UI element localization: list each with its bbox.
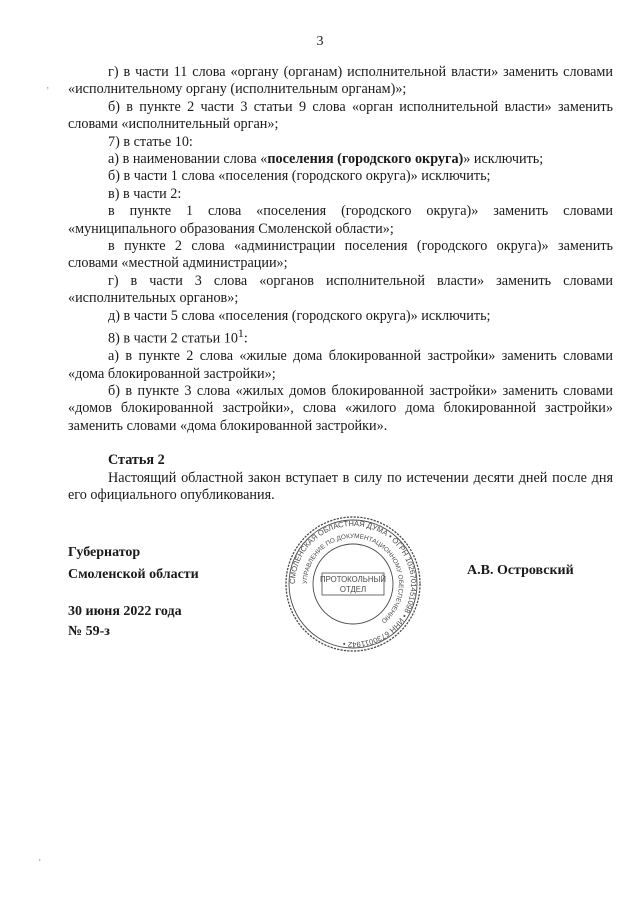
document-body — [68, 64, 613, 504]
paragraph — [68, 151, 613, 168]
signing-date: 30 июня 2022 года — [68, 604, 182, 619]
signatory-title-line: Смоленской области — [68, 567, 199, 582]
paragraph: д) в части 5 слова «поселения (городского округа)» исключить; — [108, 307, 491, 324]
page-number: 3 — [316, 34, 324, 49]
official-stamp-seal — [284, 515, 422, 653]
paragraph-prefix: 8) в части 2 статьи 10 — [108, 330, 238, 347]
paragraph: б) в части 1 слова «поселения (городского округа)» исключить; — [108, 168, 491, 185]
stamp-inner-text: УПРАВЛЕНИЕ ПО ДОКУМЕНТАЦИОННОМУ ОБЕСПЕЧЕНИЮ — [301, 532, 405, 625]
stamp-outer-text: СМОЛЕНСКАЯ ОБЛАСТНАЯ ДУМА • ОГРН 1026701451098 • ИНН 6730011942 • — [287, 518, 419, 650]
paragraph: 7) в статье 10: — [108, 133, 193, 150]
paragraph-suffix: : — [243, 330, 248, 347]
law-number: № 59-з — [68, 624, 110, 639]
scan-speck: ʼ — [46, 86, 50, 97]
article-text: Настоящий областной закон вступает в силу по истечении десяти дней после дня его официального опубликования. — [68, 469, 613, 504]
superscript: 1 — [237, 326, 244, 341]
stamp-inner-border — [313, 544, 393, 624]
stamp-center-line: ПРОТОКОЛЬНЫЙ — [320, 575, 386, 584]
article-heading: Статья 2 — [108, 452, 165, 469]
paragraph: в пункте 2 слова «администрации поселения (городского округа)» заменить словами «местной администрации»; — [68, 238, 613, 272]
date-block — [68, 602, 182, 642]
signatory-title — [68, 542, 199, 586]
signatory-title-line: Губернатор — [68, 545, 141, 560]
paragraph-bold-term: поселения (городского округа) — [267, 151, 464, 168]
paragraph: б) в пункте 3 слова «жилых домов блокированной застройки» заменить словами «домов блокированной застройки», слова «жилого дома блокированной застройки» заменить словами «дома блокированной застройки». — [68, 383, 613, 434]
scan-speck: ʼ — [38, 858, 42, 869]
paragraph: в пункте 1 слова «поселения (городского округа)» заменить словами «муниципального образования Смоленской области»; — [68, 203, 613, 237]
paragraph-suffix: » исключить; — [463, 151, 544, 168]
paragraph: в) в части 2: — [108, 185, 182, 202]
paragraph: б) в пункте 2 части 3 статьи 9 слова «орган исполнительной власти» заменить словами «исполнительный орган»; — [68, 98, 613, 133]
paragraph-prefix: а) в наименовании слова « — [108, 151, 268, 168]
signatory-name: А.В. Островский — [467, 563, 574, 578]
paragraph: г) в части 11 слова «органу (органам) исполнительной власти» заменить словами «исполнительному органу (исполнительным органам)»; — [68, 64, 613, 98]
paragraph — [68, 325, 613, 348]
paragraph: г) в части 3 слова «органов исполнительной власти» заменить словами «исполнительных органов»; — [68, 272, 613, 307]
paragraph: а) в пункте 2 слова «жилые дома блокированной застройки» заменить словами «дома блокированной застройки»; — [68, 348, 613, 382]
stamp-center-line: ОТДЕЛ — [339, 585, 367, 594]
